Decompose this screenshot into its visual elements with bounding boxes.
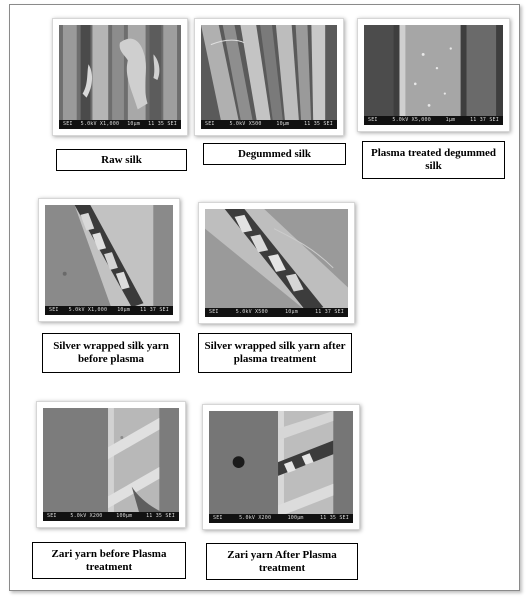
sem-databar (209, 514, 353, 523)
sem-databar (45, 306, 173, 315)
sem-databar (43, 512, 179, 521)
caption-raw-silk: Raw silk (56, 149, 187, 171)
sem-databar (364, 116, 503, 125)
databar-id: 11 35 SEI (146, 513, 175, 519)
sem-image-silver-after-plasma (205, 209, 348, 317)
databar-mode: SEI (205, 121, 215, 127)
databar-magnification: 5.0kV X500 (235, 309, 268, 315)
sem-panel-raw-silk (52, 18, 188, 136)
sem-image-silver-before-plasma (45, 205, 173, 315)
databar-magnification: 5.0kV X1,000 (68, 307, 108, 313)
sem-image-zari-after-plasma (209, 411, 353, 523)
databar-magnification: 5.0kV X5,000 (392, 117, 431, 123)
sem-image-raw-silk (59, 25, 181, 129)
sem-panel-zari-before-plasma (36, 401, 186, 528)
sem-panel-silver-after-plasma (198, 202, 355, 324)
caption-degummed-silk: Degummed silk (203, 143, 346, 165)
databar-scale: 1μm (445, 117, 456, 123)
databar-scale: 10μm (285, 309, 298, 315)
databar-mode: SEI (47, 513, 57, 519)
sem-panel-silver-before-plasma (38, 198, 180, 322)
sem-image-plasma-treated-silk (364, 25, 503, 125)
databar-magnification: 5.0kV X1,000 (80, 121, 120, 127)
databar-mode: SEI (213, 515, 223, 521)
databar-id: 11 37 SEI (315, 309, 344, 315)
databar-magnification: 5.0kV X200 (70, 513, 103, 519)
databar-id: 11 37 SEI (140, 307, 169, 313)
sem-panel-degummed-silk (194, 18, 344, 136)
caption-zari-before-plasma: Zari yarn before Plasma treatment (32, 542, 186, 579)
databar-scale: 10μm (127, 121, 141, 127)
databar-magnification: 5.0kV X500 (229, 121, 262, 127)
sem-panel-zari-after-plasma (202, 404, 360, 530)
sem-databar (201, 120, 337, 129)
sem-databar (205, 308, 348, 317)
databar-scale: 10μm (276, 121, 290, 127)
caption-silver-before-plasma: Silver wrapped silk yarn before plasma (42, 333, 180, 373)
sem-image-degummed-silk (201, 25, 337, 129)
databar-mode: SEI (368, 117, 378, 123)
sem-image-zari-before-plasma (43, 408, 179, 521)
sem-databar (59, 120, 181, 129)
sem-panel-plasma-treated-silk (357, 18, 510, 132)
databar-id: 11 35 SEI (320, 515, 349, 521)
databar-mode: SEI (49, 307, 59, 313)
databar-id: 11 35 SEI (148, 121, 177, 127)
databar-id: 11 37 SEI (470, 117, 499, 123)
databar-scale: 10μm (117, 307, 131, 313)
databar-scale: 100μm (287, 515, 304, 521)
databar-scale: 100μm (116, 513, 133, 519)
databar-mode: SEI (63, 121, 73, 127)
caption-zari-after-plasma: Zari yarn After Plasma treatment (206, 543, 358, 580)
caption-silver-after-plasma: Silver wrapped silk yarn after plasma treatment (198, 333, 352, 373)
databar-magnification: 5.0kV X200 (239, 515, 272, 521)
caption-plasma-treated-silk: Plasma treated degummed silk (362, 141, 505, 179)
databar-mode: SEI (209, 309, 219, 315)
databar-id: 11 35 SEI (304, 121, 333, 127)
